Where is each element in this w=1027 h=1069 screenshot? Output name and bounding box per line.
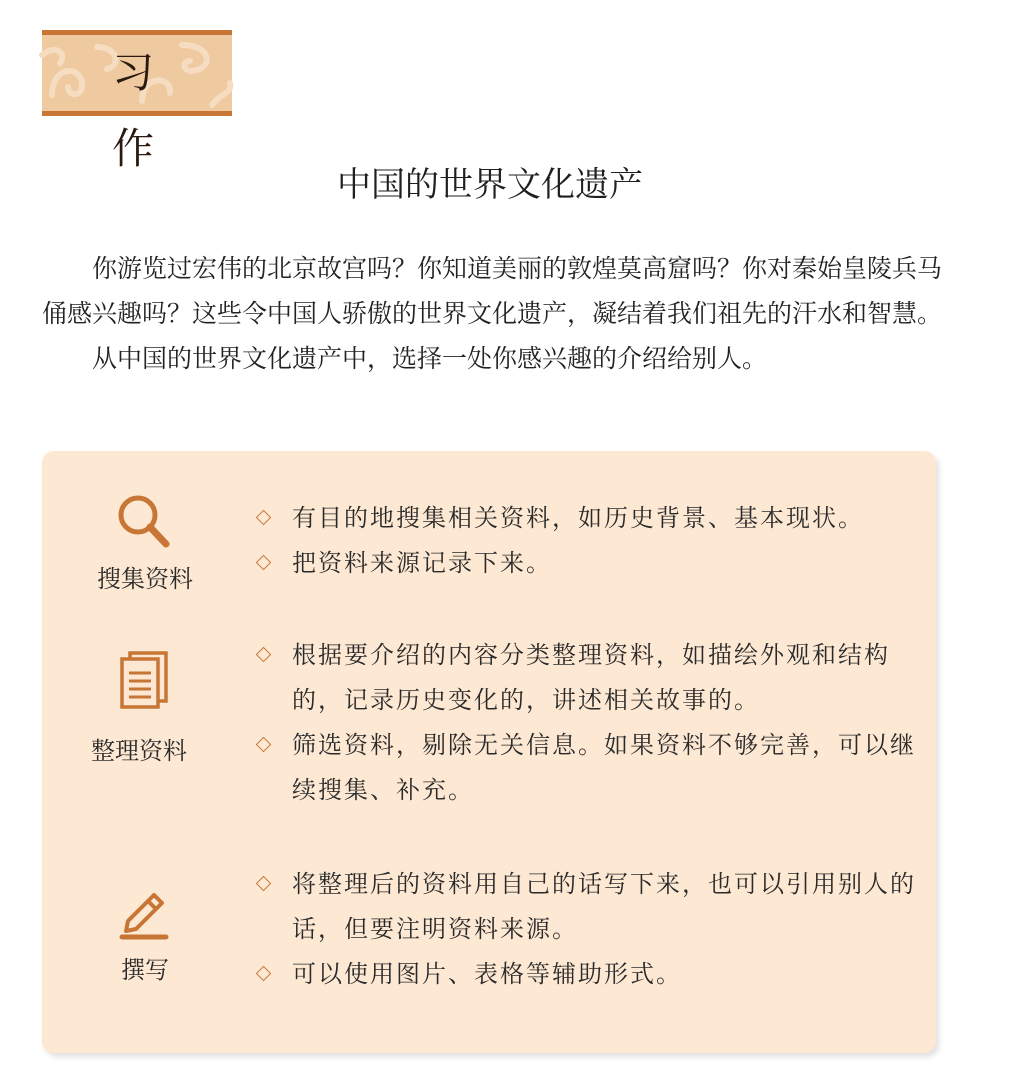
section-label: 习 作 bbox=[111, 48, 184, 173]
page-title: 中国的世界文化遗产 bbox=[337, 165, 643, 205]
tips-panel bbox=[42, 451, 936, 1053]
intro-text bbox=[42, 246, 942, 381]
section-label: 搜集资料 bbox=[97, 565, 193, 593]
list-item: 有目的地搜集相关资料，如历史背景、基本现状。 bbox=[254, 496, 924, 541]
bullet-list bbox=[254, 496, 924, 586]
pencil-icon bbox=[114, 883, 174, 943]
diamond-bullet-icon bbox=[256, 876, 272, 892]
bullet-list bbox=[254, 862, 924, 997]
section-label: 撰写 bbox=[121, 956, 169, 984]
bullet-list bbox=[254, 633, 924, 813]
section-label: 整理资料 bbox=[91, 737, 187, 765]
list-item: 可以使用图片、表格等辅助形式。 bbox=[254, 952, 924, 997]
list-item: 根据要介绍的内容分类整理资料，如描绘外观和结构的，记录历史变化的，讲述相关故事的。 bbox=[254, 633, 924, 723]
diamond-bullet-icon bbox=[256, 966, 272, 982]
intro-paragraph: 你游览过宏伟的北京故宫吗？你知道美丽的敦煌莫高窟吗？你对秦始皇陵兵马俑感兴趣吗？这些令中国人骄傲的世界文化遗产，凝结着我们祖先的汗水和智慧。 bbox=[42, 254, 943, 328]
magnifier-icon bbox=[114, 491, 174, 551]
section-banner bbox=[42, 30, 232, 173]
intro-paragraph: 从中国的世界文化遗产中，选择一处你感兴趣的介绍给别人。 bbox=[92, 344, 768, 373]
diamond-bullet-icon bbox=[256, 737, 272, 753]
diamond-bullet-icon bbox=[256, 555, 272, 571]
list-item: 把资料来源记录下来。 bbox=[254, 541, 924, 586]
diamond-bullet-icon bbox=[256, 510, 272, 526]
diamond-bullet-icon bbox=[256, 647, 272, 663]
list-item: 将整理后的资料用自己的话写下来，也可以引用别人的话，但要注明资料来源。 bbox=[254, 862, 924, 952]
list-item: 筛选资料，剔除无关信息。如果资料不够完善，可以继续搜集、补充。 bbox=[254, 723, 924, 813]
document-stack-icon bbox=[114, 649, 174, 709]
